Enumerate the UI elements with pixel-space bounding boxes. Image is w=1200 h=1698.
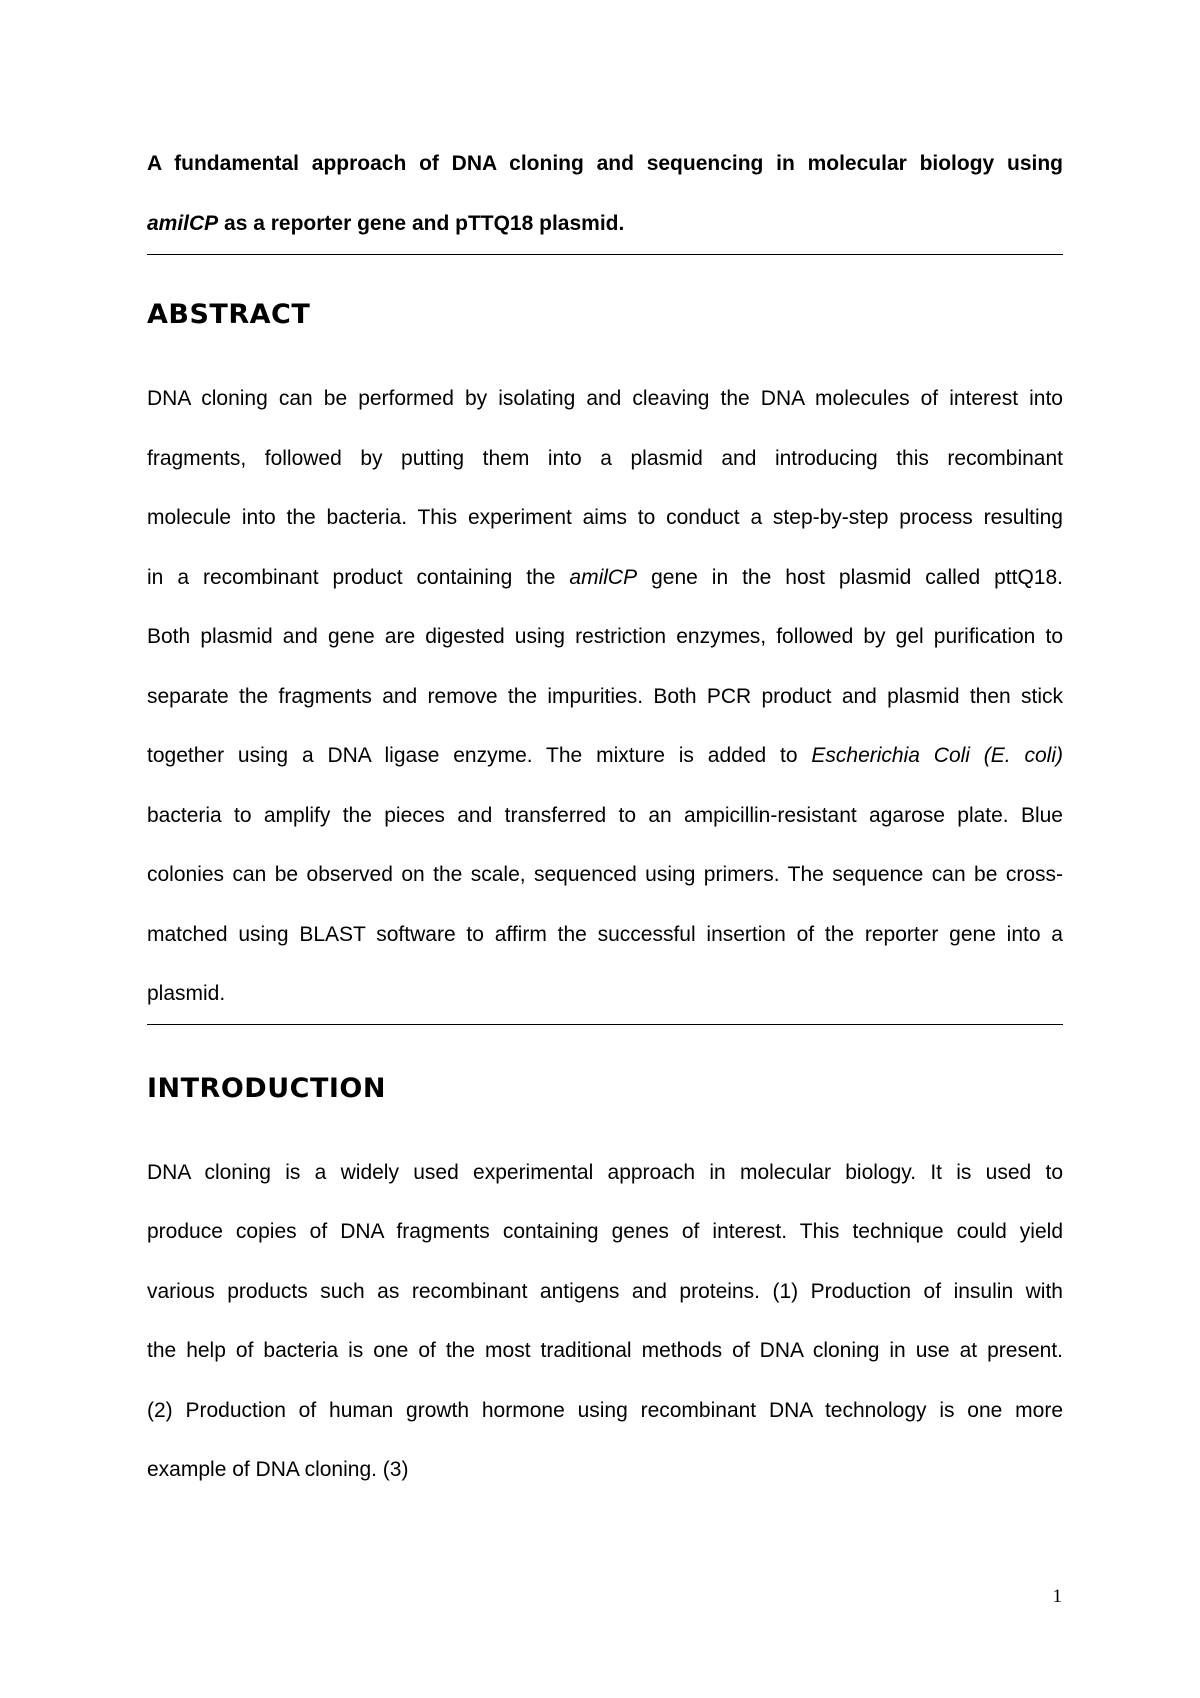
introduction-line: DNA cloning is a widely used experimental approach in molecular biology. It is used to	[147, 1160, 1063, 1184]
introduction-line: example of DNA cloning. (3)	[147, 1458, 409, 1481]
abstract-line	[147, 548, 1063, 608]
abstract-line: matched using BLAST software to affirm the successful insertion of the reporter gene into a	[147, 922, 1063, 946]
introduction-line: (2) Production of human growth hormone using recombinant DNA technology is one more	[147, 1398, 1063, 1422]
abstract-gene-name: amilCP	[569, 565, 638, 589]
paper-title	[147, 134, 1063, 254]
introduction-line: produce copies of DNA fragments containing genes of interest. This technique could yield	[147, 1220, 1063, 1243]
introduction-paragraph	[147, 1143, 1063, 1500]
title-line-2-rest: as a reporter gene and pTTQ18 plasmid.	[218, 212, 625, 235]
abstract-line-4a: in a recombinant product containing the	[147, 565, 570, 589]
introduction-line: various products such as recombinant antigens and proteins. (1) Production of insulin with	[147, 1279, 1063, 1303]
introduction-heading: INTRODUCTION	[147, 1072, 386, 1104]
abstract-line: molecule into the bacteria. This experiment aims to conduct a step-by-step process resulting	[147, 506, 1063, 529]
abstract-line-7a: together using a DNA ligase enzyme. The mixture is added to	[147, 744, 812, 767]
page-number: 1	[1052, 1586, 1062, 1607]
abstract-line: DNA cloning can be performed by isolating and cleaving the DNA molecules of interest into	[147, 387, 1063, 410]
abstract-line: fragments, followed by putting them into a plasmid and introducing this recombinant	[147, 446, 1063, 470]
title-line-1: A fundamental approach of DNA cloning and sequencing in molecular biology using	[147, 152, 1063, 175]
abstract-line: bacteria to amplify the pieces and transferred to an ampicillin-resistant agarose plate. Blue	[147, 803, 1063, 827]
page-content	[147, 134, 1063, 1500]
abstract-line	[147, 726, 1063, 786]
abstract-heading: ABSTRACT	[147, 299, 311, 330]
abstract-divider	[147, 1024, 1063, 1025]
title-line-2	[147, 194, 1063, 254]
abstract-line: plasmid.	[147, 982, 226, 1005]
title-gene-name: amilCP	[147, 212, 219, 235]
abstract-line: Both plasmid and gene are digested using restriction enzymes, followed by gel purification to	[147, 625, 1063, 648]
abstract-paragraph	[147, 369, 1063, 1024]
abstract-line: separate the fragments and remove the impurities. Both PCR product and plasmid then stick	[147, 684, 1063, 708]
introduction-line: the help of bacteria is one of the most traditional methods of DNA cloning in use at present.	[147, 1339, 1063, 1362]
title-divider	[147, 254, 1063, 255]
abstract-organism-name: Escherichia Coli (E. coli)	[811, 744, 1063, 767]
abstract-line-4b: gene in the host plasmid called pttQ18.	[637, 565, 1063, 589]
abstract-line: colonies can be observed on the scale, sequenced using primers. The sequence can be cross-	[147, 863, 1063, 886]
